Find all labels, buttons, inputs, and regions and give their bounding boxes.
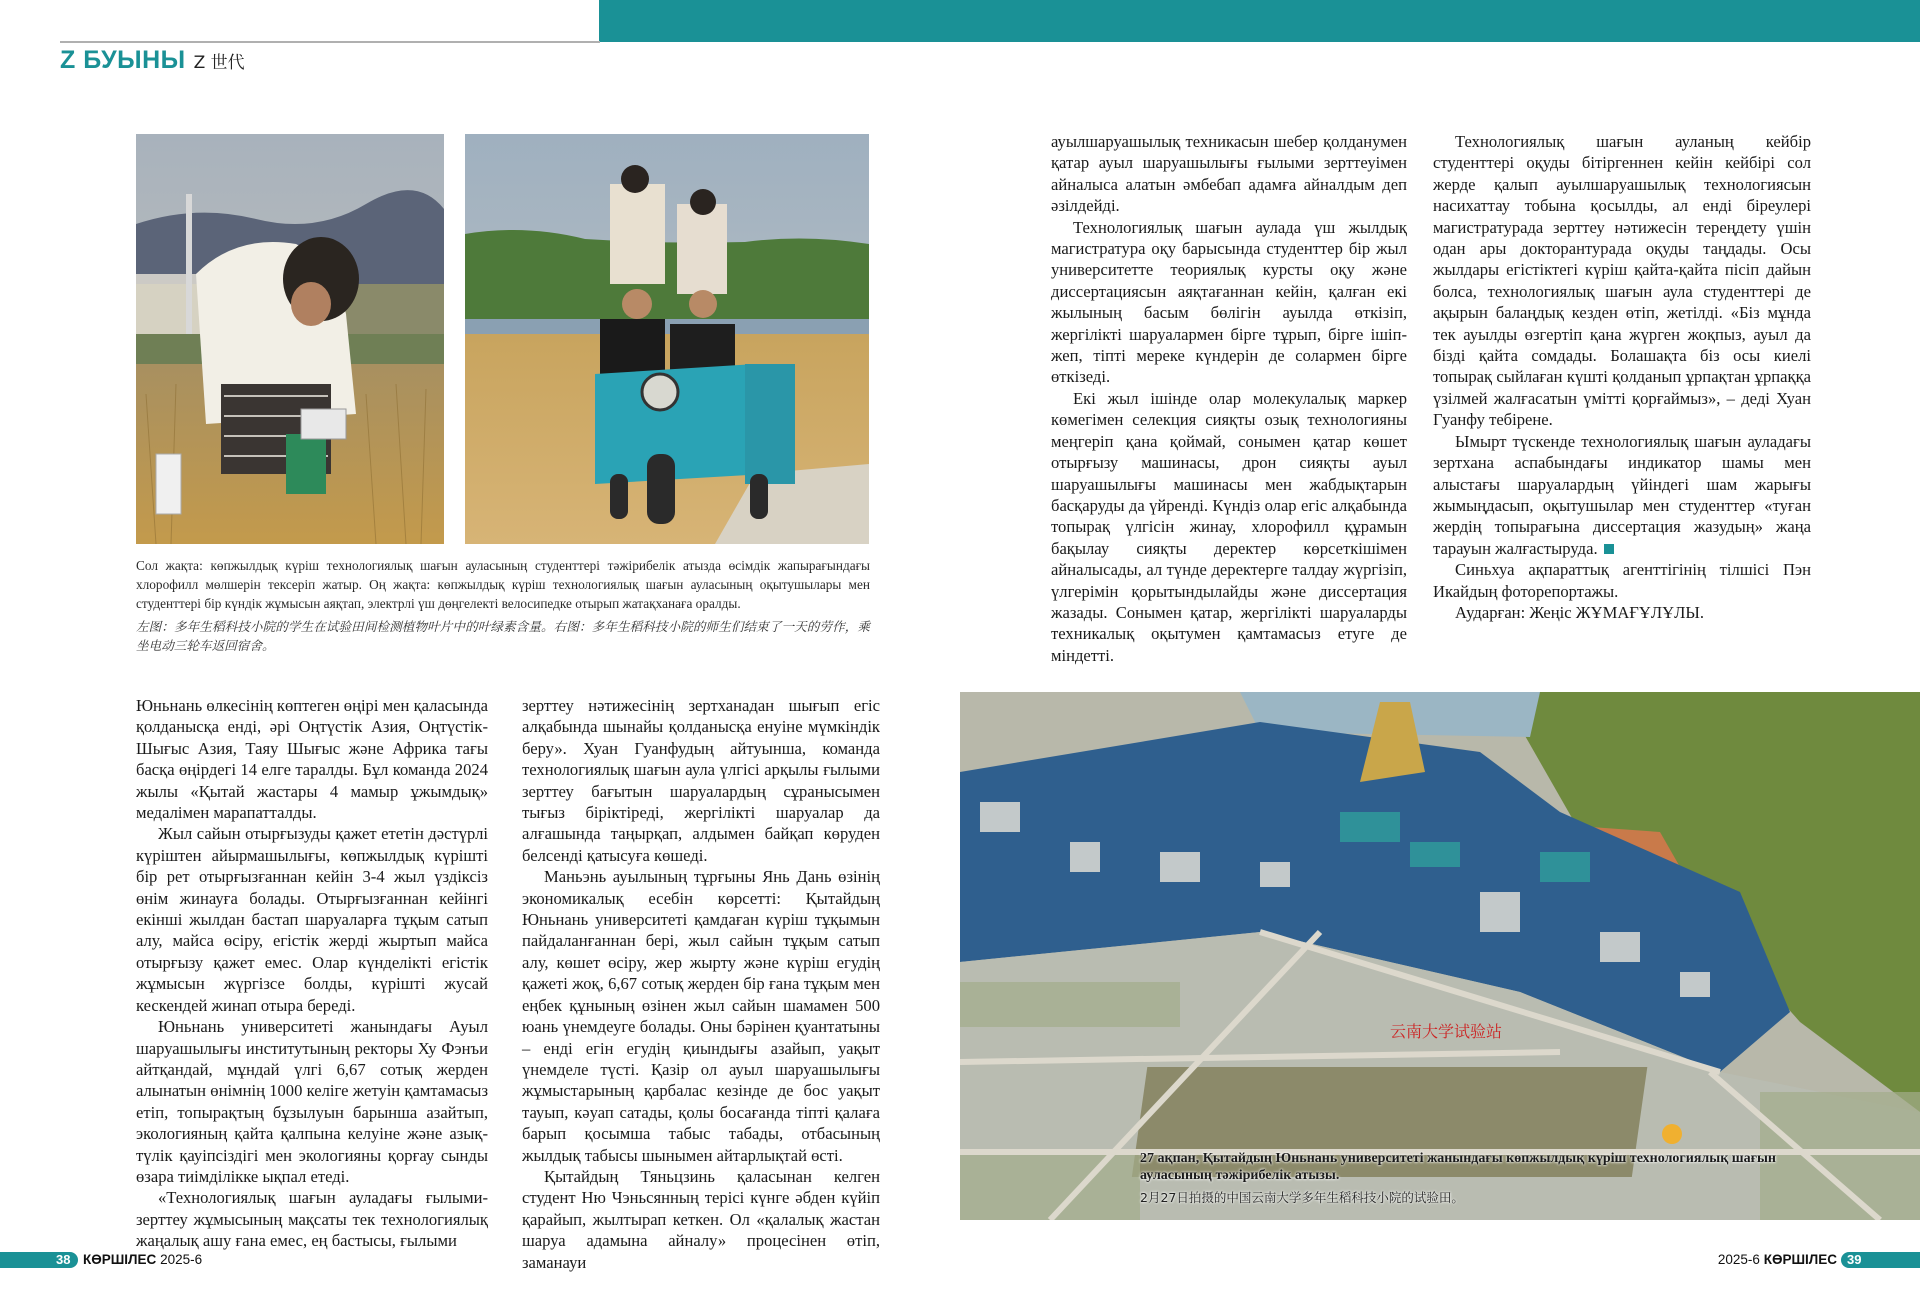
page-number-left: 38	[56, 1252, 71, 1267]
photo-credit: Синьхуа ақпараттық агенттігінің тілшісі Пэн Икайдың фоторепортажы.	[1433, 560, 1811, 601]
paragraph-final-text: Ымырт түскенде технологиялық шағын ауладағы зертхана аспабындағы индикатор шамы мен алыстағы шаруалардың үйіндегі шам жарығы жымыңдасып, оқытушылар мен студенттер «туған жердің топырағына диссертация жазудың» жаңа тарауын жалғастыруда.	[1433, 431, 1811, 558]
header-rule	[60, 41, 600, 43]
photo-tricycle	[465, 134, 869, 544]
section-title-zh: Z 世代	[193, 53, 245, 73]
translator-credit: Аударған: Жеңіс ЖҰМАҒҰЛҰЛЫ.	[1455, 602, 1704, 622]
issue-right: 2025-6	[1717, 1252, 1760, 1267]
aerial-sign-text: 云南大学试验站	[1390, 1022, 1503, 1041]
article-column-3	[1051, 131, 1407, 666]
footer-left-label	[83, 1251, 202, 1269]
paragraph: Екі жыл ішінде олар молекулалық маркер көмегімен селекция сияқты озық технологияны меңгеріп қана қоймай, сонымен қатар көшет отырғызу машинасы, дрон сияқты ауыл шаруашылығы машинасы мен жабдықтарын басқаруды да үйренді. Күндіз олар егіс алқабында топырақ үлгісін жинау, хлорофилл құрамын бақылау сияқты деректер көрсеткішімен айналысады, ал түнде деректерге талдау жүргізіп, үлгерімін қорытындылайды және диссертация жазады. Сонымен қатар, жергілікті шаруаларды техникалық оқытумен қамтамасыз етуге де міндетті.	[1051, 388, 1407, 665]
paragraph: Юньнань өлкесінің көптеген өңірі мен қаласында қолданысқа енді, әрі Оңтүстік Азия, Оңтүстік-Шығыс Азия, Таяу Шығыс және Африка тағы басқа өңірдегі 14 елге таралды. Бұл команда 2024 жылы «Қытай жастары 4 мамыр ұжымдық» медалімен марапатталды.	[136, 696, 488, 823]
paragraph: Маньэнь ауылының тұрғыны Янь Дань өзінің экономикалық есебін көрсетті: Қытайдың Юньнань университеті қамдаған күріш тұқымын пайдаланғаннан бері, жыл сайын тұқым сатып алу, көшет өсіру, жер жырту және күріш егудің қажеті жоқ, 6,67 сотық жерден бір ғана тұқым мен еңбек құнының өзінен жыл сайын шамамен 500 юань үнемдеуге болады. Оны бәрінен қуантатыны – енді егін егудің қиындығы азайып, уақыт үнемделе түсті. Қазір ол ауыл шаруашылығы жұмыстарының қарбалас кезінде де бос уақыт тауып, кәуап сатады, қолы босағанда тіпті қалаға барып қосымша табыс табады, отбасының жылдық табысы шынымен айтарлықтай өсті.	[522, 867, 880, 1165]
student-field-image	[136, 134, 444, 544]
paragraph: ауылшаруашылық техникасын шебер қолданумен қатар ауыл шаруашылығы ғылыми зерттеуімен айналыса алатын әмбебап адамға айналдым деп әзілдейді.	[1051, 132, 1407, 216]
paragraph: Юньнань университеті жанындағы Ауыл шаруашылығы институтының ректоры Ху Фэнъи айтқандай, мұндай үлгі 6,67 сотық жерден алынатын өнімнің 1000 келіге жетуін қамтамасыз етіп, топырақтың бұзылуын барынша азайтып, экологияның қайта қалпына келуіне және азық-түлік қауіпсіздігі мен экологияны қорғау сынды өзара тиімділікке ықпал етеді.	[136, 1017, 488, 1186]
magazine-name-right: КӨРШІЛЕС	[1763, 1252, 1837, 1267]
article-column-1	[136, 695, 488, 1252]
photo-caption-top-kz: Сол жақта: көпжылдық күріш технологиялық шағын ауласының студенттері тәжірибелік атызда өсімдік жапырағындағы хлорофилл мөлшерін тексеріп жатыр. Оң жақта: көпжылдық күріш технологиялық шағын ауласының оқытушылары мен студенттері бір күндік жұмысын аяқтап, электрлі үш дөңгелекті велосипедке отырып жатақханаға оралды.	[136, 558, 870, 611]
aerial-caption-kz: 27 ақпан, Қытайдың Юньнань университеті жанындағы көпжылдық күріш технологиялық шағын ауласының тәжірибелік атызы.	[1140, 1151, 1776, 1183]
article-column-2	[522, 695, 880, 1273]
page-number-right: 39	[1847, 1252, 1862, 1267]
article-column-4	[1433, 131, 1811, 623]
paragraph: Жыл сайын отырғызуды қажет ететін дәстүрлі күріштен айырмашылығы, көпжылдық күрішті бір рет отырғызғаннан кейін 3-4 жыл үздіксіз өнім жинауға болады. Отырғызғаннан кейінгі екінші жылдан бастап шаруаларға тұқым сатып алу, майса өсіру, егістік жерді жыртып майса отырғызу қажет емес. Олар күнделікті егістік жұмысын жүргізсе болды, күрішті жусай кескендей жинап отыра береді.	[136, 824, 488, 1015]
paragraph: «Технологиялық шағын ауладағы ғылыми-зерттеу жұмысының мақсаты тек технологиялық жаңалық ашу ғана емес, ең бастысы, ғылыми	[136, 1188, 488, 1251]
paragraph: зерттеу нәтижесінің зертханадан шығып егіс алқабында шынайы қолданысқа енуіне мүмкіндік беру». Хуан Гуанфудың айтуынша, команда технологиялық шағын аула үлгісі арқылы ғылыми зерттеу бағытын шаруалардың сұранысымен тығыз біріктіреді, жергілікті шаруалар да алғашында таңырқап, алдымен байқап көруден белсенді қатысуға көшеді.	[522, 696, 880, 865]
paragraph-final	[1433, 431, 1811, 559]
section-title	[60, 46, 245, 75]
section-title-kz: Z БУЫНЫ	[60, 46, 186, 74]
header-accent-bar	[599, 0, 1920, 42]
photo-caption-top	[136, 556, 870, 655]
paragraph: Технологиялық шағын аулада үш жылдық магистратура оқу барысында студенттер бір жыл университетте теориялық курсты оқу және диссертациясын аяқтағаннан кейін, қалған екі жылының басым бөлігін ауылда өткізіп, жергілікті шаруалармен бірге тұрып, бірге ішіп-жеп, тіпті мереке күндерін де солармен бірге өткізеді.	[1051, 217, 1407, 387]
footer-right-label	[1718, 1251, 1837, 1269]
aerial-photo-caption	[1140, 1150, 1840, 1206]
photo-aerial-fields	[960, 692, 1920, 1220]
magazine-name-left: КӨРШІЛЕС	[83, 1252, 157, 1267]
photo-student-field	[136, 134, 444, 544]
paragraph: Технологиялық шағын ауланың кейбір студенттері оқуды бітіргеннен кейін кейбірі сол жерде қалып ауылшаруашылық технологиясын насихаттау тобына қосылды, ал енді біреулері магистратурада зерттеу нәтижесін тереңдету үшін одан ары докторантурада оқуды таңдады. Осы жылдары егістіктегі күріш қайта-қайта пісіп дайын болса, технологиялық шағын аула студенттері де ақырын балаңдық кезден өтіп, жетілді. «Біз мұнда тек ауылды өзгертіп қана жүрген жоқпыз, ауыл да бізді қайта сомдады. Болашақта біз осы киелі топырақ сыйлаған күшті қолданып ұрпақтан ұрпаққа үзілмей жалғасатын үмітті қорғаймыз», – деді Хуан Гуанфу тебірене.	[1433, 132, 1811, 430]
paragraph: Қытайдың Тяньцзинь қаласынан келген студент Ню Чэньсянның терісі күнге әбден күйіп қарайып, жылтырап кеткен. Ол «қалалық жастан шаруа адамына айналу» процесінен өтіп, заманауи	[522, 1166, 880, 1272]
end-of-article-mark-icon	[1604, 544, 1614, 554]
issue-left: 2025-6	[160, 1252, 203, 1267]
aerial-fields-image	[960, 692, 1920, 1220]
tricycle-image	[465, 134, 869, 544]
aerial-caption-zh: 2月27日拍摄的中国云南大学多年生稻科技小院的试验田。	[1140, 1190, 1464, 1205]
photo-caption-top-zh: 左图：多年生稻科技小院的学生在试验田间检测植物叶片中的叶绿素含量。右图：多年生稻科技小院的师生们结束了一天的劳作，乘坐电动三轮车返回宿舍。	[136, 619, 870, 653]
